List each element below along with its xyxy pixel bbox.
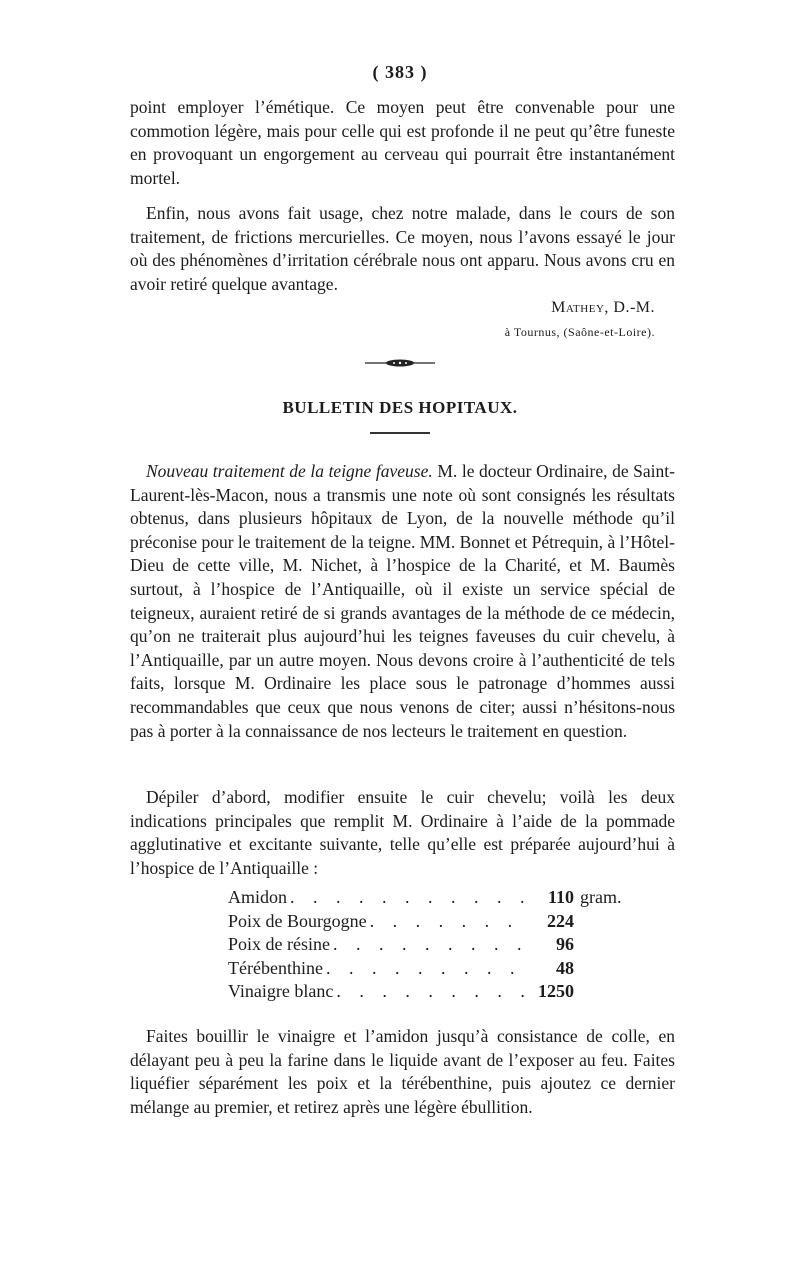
- paragraph-indications: [130, 786, 675, 880]
- paragraph-text: point employer l’émétique. Ce moyen peut être convenable pour une commotion légère, mais pour celle qui est profonde il ne peut qu’être funeste en provoquant un engorgement au cerveau qui pourrait être instantanément mortel.: [130, 97, 675, 188]
- recipe-row: [228, 980, 628, 1004]
- title-underline: [370, 432, 430, 434]
- ingredient-name: Térébenthine: [228, 957, 323, 978]
- ingredient-quantity: 110: [547, 887, 574, 907]
- ingredient-quantity: 96: [556, 934, 574, 954]
- ingredient-name: Vinaigre blanc: [228, 981, 334, 1001]
- paragraph-continuation: [130, 96, 675, 190]
- ingredient-name: Poix de résine: [228, 934, 330, 954]
- author-signature: Mathey, D.-M.: [551, 299, 655, 316]
- leader-dots: [367, 910, 530, 934]
- ingredient-quantity: 48: [556, 957, 574, 978]
- leader-dots: [287, 886, 530, 910]
- recipe-row: [228, 933, 628, 957]
- recipe-table: [228, 886, 628, 1004]
- section-ornament: [365, 358, 435, 368]
- paragraph-body: M. le docteur Ordinaire, de Saint-Laurent-lès-Macon, nous a transmis une note où sont consignés les résultats obtenus, dans plusieurs hôpitaux de Lyon, de la nouvelle méthode qu’il préconise pour le traitement de la teigne. MM. Bonnet et Pétrequin, à l’Hôtel-Dieu de cette ville, M. Nichet, à l’hospice de la Charité, et M. Baumès surtout, à l’hospice de l’Antiquaille, où il existe un service spécial de teigneux, auraient retiré de si grands avantages de la méthode de ce médecin, qu’on ne traiterait plus aujourd’hui les teignes faveuses du cuir chevelu, à l’Antiquaille, par un autre moyen. Nous devons croire à l’authenticité de tels faits, lorsque M. Ordinaire les place sous le patronage d’hommes aussi recommandables que ceux que nous venons de citer; aussi n’hésitons-nous pas à porter à la connaissance de nos lecteurs le traitement en question.: [130, 461, 675, 741]
- ingredient-quantity: 1250: [538, 981, 574, 1001]
- leader-dots: [323, 957, 530, 981]
- section-title: BULLETIN DES HOPITAUX.: [282, 398, 518, 417]
- leader-dots: [330, 933, 530, 957]
- recipe-row: [228, 957, 628, 981]
- paragraph-teigne-intro: [130, 460, 675, 743]
- ingredient-name: Poix de Bourgogne: [228, 910, 367, 931]
- ingredient-unit: gram.: [580, 887, 622, 907]
- paragraph-preparation: [130, 1025, 675, 1119]
- paragraph-text: [130, 460, 675, 743]
- recipe-row: [228, 886, 628, 910]
- paragraph-frictions: [130, 202, 675, 296]
- recipe-row: [228, 910, 628, 934]
- ingredient-name: Amidon: [228, 887, 288, 907]
- paragraph-text: Dépiler d’abord, modifier ensuite le cuir chevelu; voilà les deux indications principales que remplit M. Ordinaire à l’aide de la pommade agglutinative et excitante suivante, telle qu’elle est préparée aujourd’hui à l’hospice de l’Antiquaille :: [130, 787, 675, 878]
- article-lead-title: Nouveau traitement de la teigne faveuse.: [146, 461, 433, 481]
- page-number: ( 383 ): [372, 62, 428, 82]
- leader-dots: [333, 980, 530, 1004]
- paragraph-text: Faites bouillir le vinaigre et l’amidon jusqu’à consistance de colle, en délayant peu à peu la farine dans le liquide avant de l’exposer au feu. Faites liquéfier séparément les poix et la térébenthine, puis ajoutez ce dernier mélange au premier, et retirez après une légère ébullition.: [130, 1026, 675, 1117]
- author-location: à Tournus, (Saône-et-Loire).: [504, 325, 655, 339]
- ingredient-quantity: 224: [547, 910, 574, 931]
- paragraph-text: Enfin, nous avons fait usage, chez notre malade, dans le cours de son traitement, de frictions mercurielles. Ce moyen, nous l’avons essayé le jour où des phénomènes d’irritation cérébrale nous ont apparu. Nous avons cru en avoir retiré quelque avantage.: [130, 203, 675, 294]
